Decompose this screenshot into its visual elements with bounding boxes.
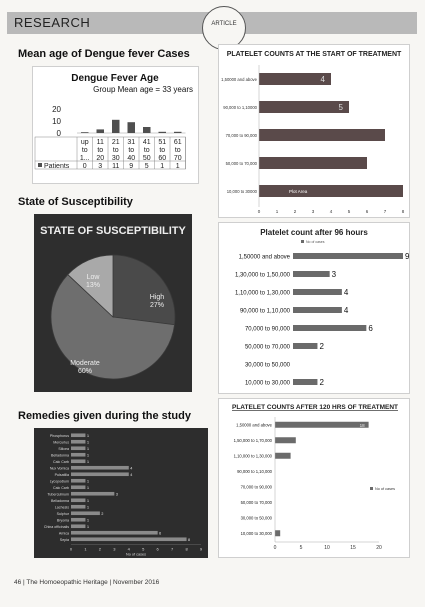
category-label: Arnica xyxy=(58,531,69,536)
category-label: Calc Carb xyxy=(53,459,69,464)
legend-label: No of cases xyxy=(375,487,396,491)
category-label: 1,30,000 to 1,50,000 xyxy=(234,272,290,279)
category-label: 11 xyxy=(96,139,104,146)
y-tick-label: 20 xyxy=(52,105,61,114)
category-label: Pulsatilla xyxy=(54,472,69,477)
remedies-panel xyxy=(34,428,208,558)
legend-label: No of cases xyxy=(306,240,325,244)
bar xyxy=(128,122,136,133)
category-label: 50,000 to 70,000 xyxy=(240,500,272,506)
category-label: 10,000 to 30,000 xyxy=(240,531,272,537)
x-tick-label: 3 xyxy=(311,209,315,214)
bar xyxy=(71,524,85,528)
bar-value-label: 3 xyxy=(115,492,118,497)
mean-age-heading: Mean age of Dengue fever Cases xyxy=(18,48,190,60)
category-label: Tuberculinum xyxy=(47,492,69,497)
category-label: Lachesis xyxy=(54,505,69,510)
chart-title: Dengue Fever Age xyxy=(71,73,159,84)
bar-value-label: 4 xyxy=(343,306,349,315)
remedies-chart xyxy=(35,429,207,557)
pie-slice xyxy=(113,255,175,325)
platelet-start-panel xyxy=(218,44,410,218)
y-tick-label: 0 xyxy=(56,129,61,138)
category-label: to xyxy=(159,147,166,154)
chart-title: Platelet count after 96 hours xyxy=(260,228,368,237)
bar-value-label: 1 xyxy=(86,524,89,529)
category-label: 30,000 to 50,000 xyxy=(244,362,290,369)
bar-value-label: 1 xyxy=(86,518,89,523)
bar-value-label: 1 xyxy=(86,479,89,484)
category-label: Belladonna xyxy=(51,498,69,503)
category-label: 1,50000 and above xyxy=(221,77,257,82)
x-tick-label: 2 xyxy=(98,546,102,552)
value-cell: 1 xyxy=(175,163,180,170)
category-label: Belladonna xyxy=(51,453,69,458)
bar xyxy=(159,132,167,133)
bar xyxy=(259,185,403,197)
bar xyxy=(143,127,151,133)
legend-swatch xyxy=(38,163,42,167)
bar-value-label: 1 xyxy=(86,498,89,503)
bar xyxy=(71,505,85,509)
susceptibility-chart xyxy=(35,215,191,391)
bar xyxy=(71,466,129,470)
category-label: Sepia xyxy=(59,537,69,542)
category-label: Lycopodium xyxy=(49,479,69,484)
bar xyxy=(71,459,85,463)
page-footer: 46 | The Homoeopathic Heritage | November 2016 xyxy=(14,579,160,586)
x-tick-label: 3 xyxy=(113,546,116,552)
legend-swatch xyxy=(301,240,304,243)
bar xyxy=(71,537,187,541)
platelet-start-chart xyxy=(219,45,409,217)
category-label: to xyxy=(174,147,181,154)
x-tick-label: 5 xyxy=(347,209,351,214)
bar-value-label: 1 xyxy=(86,453,89,458)
category-label: 60 xyxy=(158,155,167,162)
category-label: 50,000 to 70,000 xyxy=(244,344,290,351)
bar-value-label: 2 xyxy=(101,511,104,516)
bar xyxy=(97,129,105,133)
x-tick-label: 5 xyxy=(299,545,303,551)
bar xyxy=(293,343,317,349)
section-header: RESEARCH xyxy=(14,15,91,30)
category-label: to xyxy=(81,147,88,154)
x-tick-label: 9 xyxy=(199,546,203,552)
x-tick-label: 7 xyxy=(383,209,387,214)
bar-value-label: 8 xyxy=(188,537,191,542)
category-label: 51 xyxy=(158,139,167,146)
bar xyxy=(293,289,342,295)
category-label: 30 xyxy=(111,155,120,162)
x-tick-label: 4 xyxy=(127,546,130,552)
bar xyxy=(71,518,85,522)
x-tick-label: 10 xyxy=(324,545,330,551)
x-tick-label: 20 xyxy=(376,545,382,551)
x-tick-label: 4 xyxy=(329,209,333,214)
bar-value-label: 1 xyxy=(86,485,89,490)
bar xyxy=(275,437,296,443)
slice-pct: 13% xyxy=(85,282,101,289)
slice-label: Low xyxy=(86,274,100,281)
category-label: 70 xyxy=(173,155,182,162)
bar-value-label: 18 xyxy=(359,422,365,428)
x-tick-label: 7 xyxy=(170,546,174,552)
slice-label: Moderate xyxy=(70,360,100,367)
category-label: 90,000 to 1,10,000 xyxy=(237,469,272,475)
category-label: 21 xyxy=(111,139,120,146)
category-label: 1,50,000 to 1,70,000 xyxy=(233,438,272,444)
x-tick-label: 1 xyxy=(275,209,279,214)
bar-value-label: 2 xyxy=(319,378,324,387)
legend-swatch xyxy=(370,487,373,490)
category-label: China officinalis xyxy=(43,524,69,529)
category-label: 1,10,000 to 1,30,000 xyxy=(234,290,290,297)
category-label: 90,000 to 1,10000 xyxy=(223,105,257,110)
category-label: 70,000 to 90,000 xyxy=(240,484,272,490)
chart-title: PLATELET COUNTS AT THE START OF TREATMENT xyxy=(226,51,402,58)
category-label: 10,000 to 30000 xyxy=(226,189,257,194)
bar-value-label: 1 xyxy=(86,440,89,445)
bar-value-label: Plot Area xyxy=(289,189,308,194)
category-label: 70,000 to 90,000 xyxy=(244,326,290,333)
bar xyxy=(275,453,291,459)
bar xyxy=(275,422,369,428)
value-cell: 5 xyxy=(144,163,149,170)
category-label: up xyxy=(80,139,89,146)
bar-value-label: 1 xyxy=(86,433,89,438)
x-axis-label: No of cases xyxy=(125,552,147,557)
series-name: Patients xyxy=(44,163,70,170)
bar xyxy=(293,379,317,385)
stamp-text: ARTICLE xyxy=(211,21,237,27)
category-label: Silicea xyxy=(58,446,69,451)
bar-value-label: 5 xyxy=(338,103,343,112)
category-label: Phosphorus xyxy=(49,433,69,438)
bar-value-label: 4 xyxy=(320,75,325,84)
bar xyxy=(71,485,85,489)
chart-subtitle: Group Mean age = 33 years xyxy=(93,85,193,94)
platelet-120-panel xyxy=(218,398,410,558)
bar xyxy=(293,307,342,313)
category-label: 50 xyxy=(142,155,151,162)
bar xyxy=(293,253,403,259)
bar xyxy=(71,531,158,535)
category-label: Sulphur xyxy=(56,511,69,516)
value-cell: 9 xyxy=(129,163,134,170)
bar xyxy=(71,433,85,437)
category-label: Calc Carb xyxy=(53,485,69,490)
category-label: Nux Vomica xyxy=(49,466,69,471)
bar-value-label: 6 xyxy=(159,531,162,536)
bar xyxy=(71,472,129,476)
category-label: to xyxy=(143,147,150,154)
x-tick-label: 0 xyxy=(69,546,73,552)
category-label: 61 xyxy=(173,139,182,146)
bar xyxy=(293,271,330,277)
bar xyxy=(71,479,85,483)
bar xyxy=(259,101,349,113)
platelet-96-chart xyxy=(219,223,409,393)
x-tick-label: 8 xyxy=(185,546,188,552)
bar xyxy=(259,157,367,169)
age-chart xyxy=(33,67,198,183)
value-cell: 11 xyxy=(112,163,120,170)
value-cell: 0 xyxy=(82,163,87,170)
bar-value-label: 3 xyxy=(331,270,337,279)
bar xyxy=(71,498,85,502)
bar xyxy=(71,511,100,515)
bar-value-label: 1 xyxy=(86,446,89,451)
bar-value-label: 1 xyxy=(86,459,89,464)
y-tick-label: 10 xyxy=(52,117,61,126)
bar xyxy=(71,453,85,457)
category-label: 20 xyxy=(96,155,105,162)
category-label: 10,000 to 30,000 xyxy=(244,380,290,387)
category-label: to xyxy=(128,147,135,154)
bar-value-label: 9 xyxy=(405,252,410,261)
category-label: 1,10,000 to 1,30,000 xyxy=(233,453,272,459)
age-chart-panel xyxy=(32,66,199,184)
bar-value-label: 4 xyxy=(130,472,133,477)
category-label: to xyxy=(112,147,119,154)
bar xyxy=(259,129,385,141)
x-tick-label: 0 xyxy=(257,209,261,214)
platelet-120-chart xyxy=(219,399,409,557)
bar xyxy=(275,530,280,536)
bar-value-label: 2 xyxy=(319,342,324,351)
category-label: 1... xyxy=(79,155,90,162)
category-label: 40 xyxy=(127,155,136,162)
category-label: 31 xyxy=(127,139,136,146)
category-label: 30,000 to 50,000 xyxy=(240,515,272,521)
bar-value-label: 1 xyxy=(86,505,89,510)
platelet-96-panel xyxy=(218,222,410,394)
x-tick-label: 6 xyxy=(156,546,159,552)
bar xyxy=(71,446,85,450)
bar xyxy=(81,132,89,133)
bar xyxy=(71,492,114,496)
slice-pct: 27% xyxy=(149,302,165,309)
bar-value-label: 6 xyxy=(368,324,373,333)
category-label: 70,000 to 90,000 xyxy=(225,133,257,138)
chart-title: STATE OF SUSCEPTIBILITY xyxy=(40,225,186,237)
bar xyxy=(112,120,120,133)
bar-value-label: 4 xyxy=(130,466,133,471)
bar xyxy=(174,132,182,133)
category-label: 50,000 to 70,000 xyxy=(225,161,257,166)
slice-label: High xyxy=(149,294,165,301)
slice-pct: 60% xyxy=(77,368,93,375)
x-tick-label: 2 xyxy=(293,209,297,214)
bar xyxy=(293,325,366,331)
category-label: 1,50000 and above xyxy=(236,422,272,428)
category-label: 41 xyxy=(142,139,151,146)
value-cell: 1 xyxy=(160,163,165,170)
x-tick-label: 1 xyxy=(84,546,87,552)
x-tick-label: 6 xyxy=(365,209,369,214)
bar-value-label: 4 xyxy=(343,288,349,297)
category-label: Mercurius xyxy=(53,440,69,445)
category-label: to xyxy=(97,147,104,154)
x-tick-label: 0 xyxy=(273,545,277,551)
bar xyxy=(71,440,85,444)
category-label: 1,50000 and above xyxy=(238,254,290,261)
category-label: 90,000 to 1,10,000 xyxy=(239,308,290,315)
remedies-heading: Remedies given during the study xyxy=(18,410,191,422)
category-label: Bryonia xyxy=(56,518,69,523)
x-tick-label: 8 xyxy=(401,209,405,214)
chart-title: PLATELET COUNTS AFTER 120 HRS OF TREATMENT xyxy=(232,404,398,411)
x-tick-label: 15 xyxy=(350,545,356,551)
value-cell: 3 xyxy=(98,163,103,170)
x-tick-label: 5 xyxy=(142,546,145,552)
susceptibility-panel xyxy=(34,214,192,392)
susceptibility-heading: State of Susceptibility xyxy=(18,196,133,208)
